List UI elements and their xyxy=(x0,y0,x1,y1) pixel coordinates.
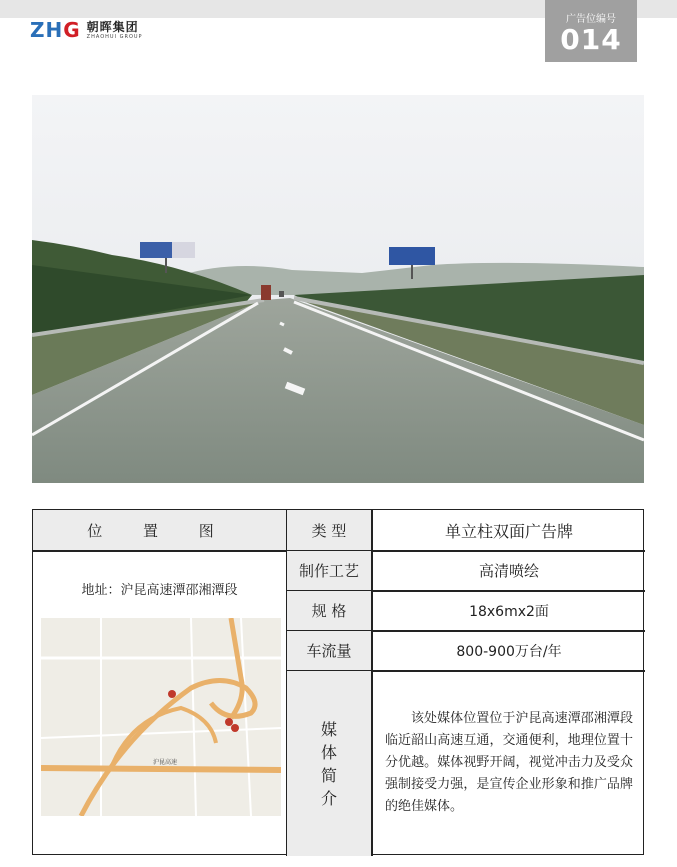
traffic-value: 800-900万台/年 xyxy=(456,643,562,660)
size-value: 18x6mx2面 xyxy=(469,603,549,620)
traffic-label: 车流量 xyxy=(287,631,371,670)
location-header: 位 置 图 xyxy=(33,510,286,550)
location-map xyxy=(41,618,281,816)
info-table xyxy=(32,509,644,855)
type-value: 单立柱双面广告牌 xyxy=(444,521,573,541)
type-label: 类 型 xyxy=(287,510,371,550)
company-logo xyxy=(30,18,143,42)
logo-english-name: ZHAOHUI GROUP xyxy=(86,33,143,40)
intro-label: 媒 体 简 介 xyxy=(287,671,371,856)
logo-letters: ZHG xyxy=(30,18,81,42)
size-label: 规 格 xyxy=(287,591,371,630)
craft-label: 制作工艺 xyxy=(287,551,371,590)
map-road-label: 沪昆高速 xyxy=(153,759,178,766)
position-number: 014 xyxy=(560,23,622,56)
craft-value: 高清喷绘 xyxy=(478,562,539,580)
address-text: 地址：沪昆高速潭邵湘潭段 xyxy=(81,582,238,598)
billboard-photo xyxy=(32,95,644,483)
logo-chinese-name: 朝晖集团 xyxy=(86,19,139,34)
position-number-label: 广告位编号 xyxy=(566,14,616,25)
position-number-box xyxy=(545,0,637,62)
intro-text: 该处媒体位置位于沪昆高速潭邵湘潭段临近韶山高速互通，交通便利，地理位置十分优越。媒体视野开阔，视觉冲击力及受众强制接受力强，是宣传企业形象和推广品牌的绝佳媒体。 xyxy=(385,711,633,814)
